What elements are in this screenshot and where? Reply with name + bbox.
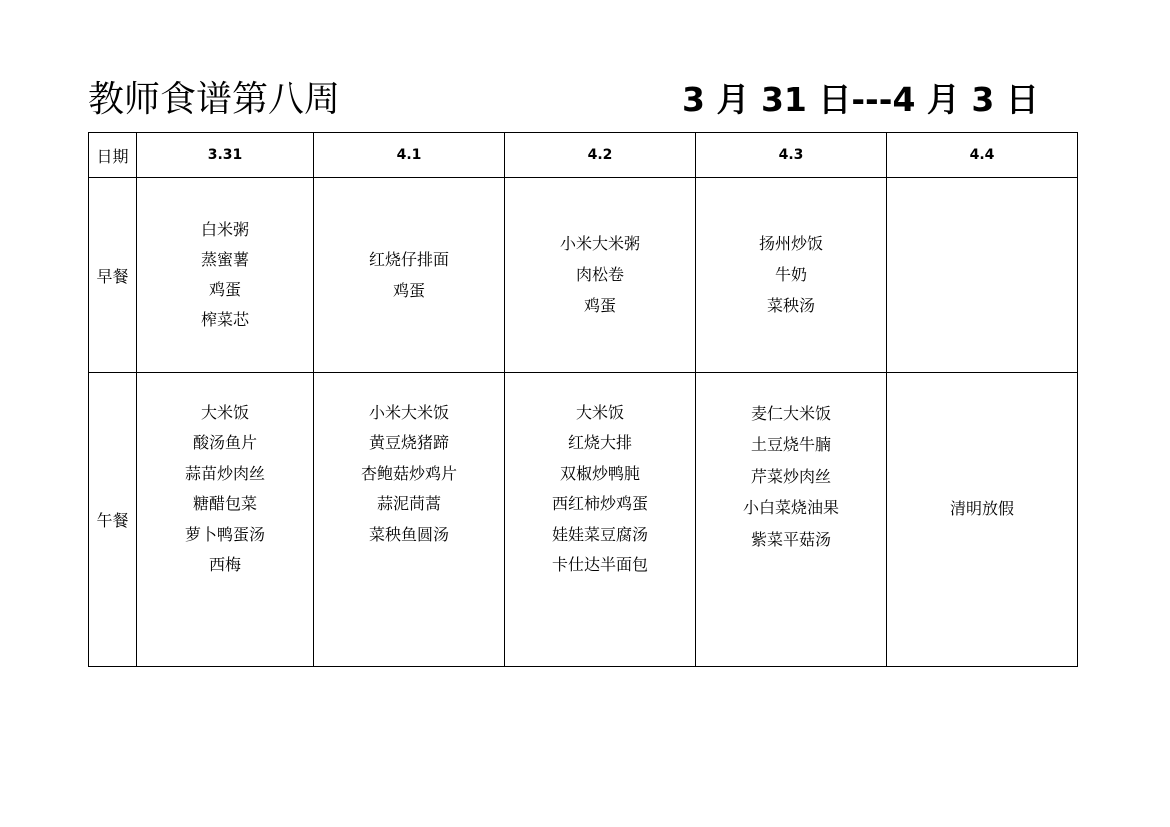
lunch-cell	[314, 373, 505, 667]
dish: 大米饭	[575, 402, 624, 422]
header-row	[89, 133, 1078, 178]
dish: 菜秧汤	[766, 296, 815, 315]
lunch-cell	[887, 373, 1078, 667]
date-header: 4.4	[887, 133, 1078, 178]
dish: 蒜泥茼蒿	[376, 494, 441, 513]
breakfast-cell	[505, 178, 696, 373]
dish: 蒜苗炒肉丝	[184, 463, 265, 483]
dish: 蒸蜜薯	[200, 250, 249, 269]
breakfast-label: 早餐	[89, 178, 137, 373]
dish: 小白菜烧油果	[742, 498, 839, 517]
dish: 鸡蛋	[583, 296, 616, 315]
date-header: 4.3	[696, 133, 887, 178]
dish: 紫菜平菇汤	[750, 529, 831, 549]
lunch-cell	[696, 373, 887, 667]
dish: 西梅	[208, 555, 241, 574]
date-header: 4.2	[505, 133, 696, 178]
breakfast-cell	[137, 178, 314, 373]
dish: 红烧仔排面	[368, 249, 449, 269]
date-header: 4.1	[314, 133, 505, 178]
menu-table	[88, 132, 1078, 667]
dish: 红烧大排	[567, 433, 632, 452]
dish: 糖醋包菜	[192, 494, 257, 513]
dish: 扬州炒饭	[758, 234, 823, 253]
dish: 西红柿炒鸡蛋	[551, 494, 648, 513]
dish: 双椒炒鸭肫	[559, 463, 640, 483]
dish: 大米饭	[200, 402, 249, 422]
dish: 芹菜炒肉丝	[750, 466, 831, 486]
breakfast-cell	[887, 178, 1078, 373]
dish: 土豆烧牛腩	[750, 435, 831, 454]
dish: 鸡蛋	[208, 280, 241, 299]
page-title: 教师食谱第八周	[88, 79, 341, 120]
lunch-cell	[505, 373, 696, 667]
date-label: 日期	[89, 133, 137, 178]
lunch-cell	[137, 373, 314, 667]
lunch-row	[89, 373, 1078, 667]
dish: 黄豆烧猪蹄	[368, 433, 449, 452]
dish: 萝卜鸭蛋汤	[184, 524, 265, 544]
date-range: 3 月 31 日---4 月 3 日	[682, 80, 1039, 119]
breakfast-row	[89, 178, 1078, 373]
dish: 榨菜芯	[200, 310, 249, 329]
dish: 牛奶	[774, 265, 807, 284]
date-header: 3.31	[137, 133, 314, 178]
dish: 娃娃菜豆腐汤	[551, 524, 648, 544]
dish: 小米大米饭	[368, 402, 449, 422]
breakfast-cell	[314, 178, 505, 373]
dish: 白米粥	[200, 220, 249, 239]
breakfast-cell	[696, 178, 887, 373]
dish: 杏鲍菇炒鸡片	[360, 463, 457, 483]
lunch-label: 午餐	[89, 373, 137, 667]
dish: 菜秧鱼圆汤	[368, 524, 449, 544]
dish: 鸡蛋	[392, 280, 425, 300]
dish: 卡仕达半面包	[551, 555, 648, 574]
dish: 麦仁大米饭	[750, 403, 831, 423]
dish: 小米大米粥	[559, 234, 640, 253]
dish: 肉松卷	[575, 265, 624, 284]
dish: 酸汤鱼片	[192, 433, 257, 452]
holiday-note: 清明放假	[949, 498, 1014, 518]
